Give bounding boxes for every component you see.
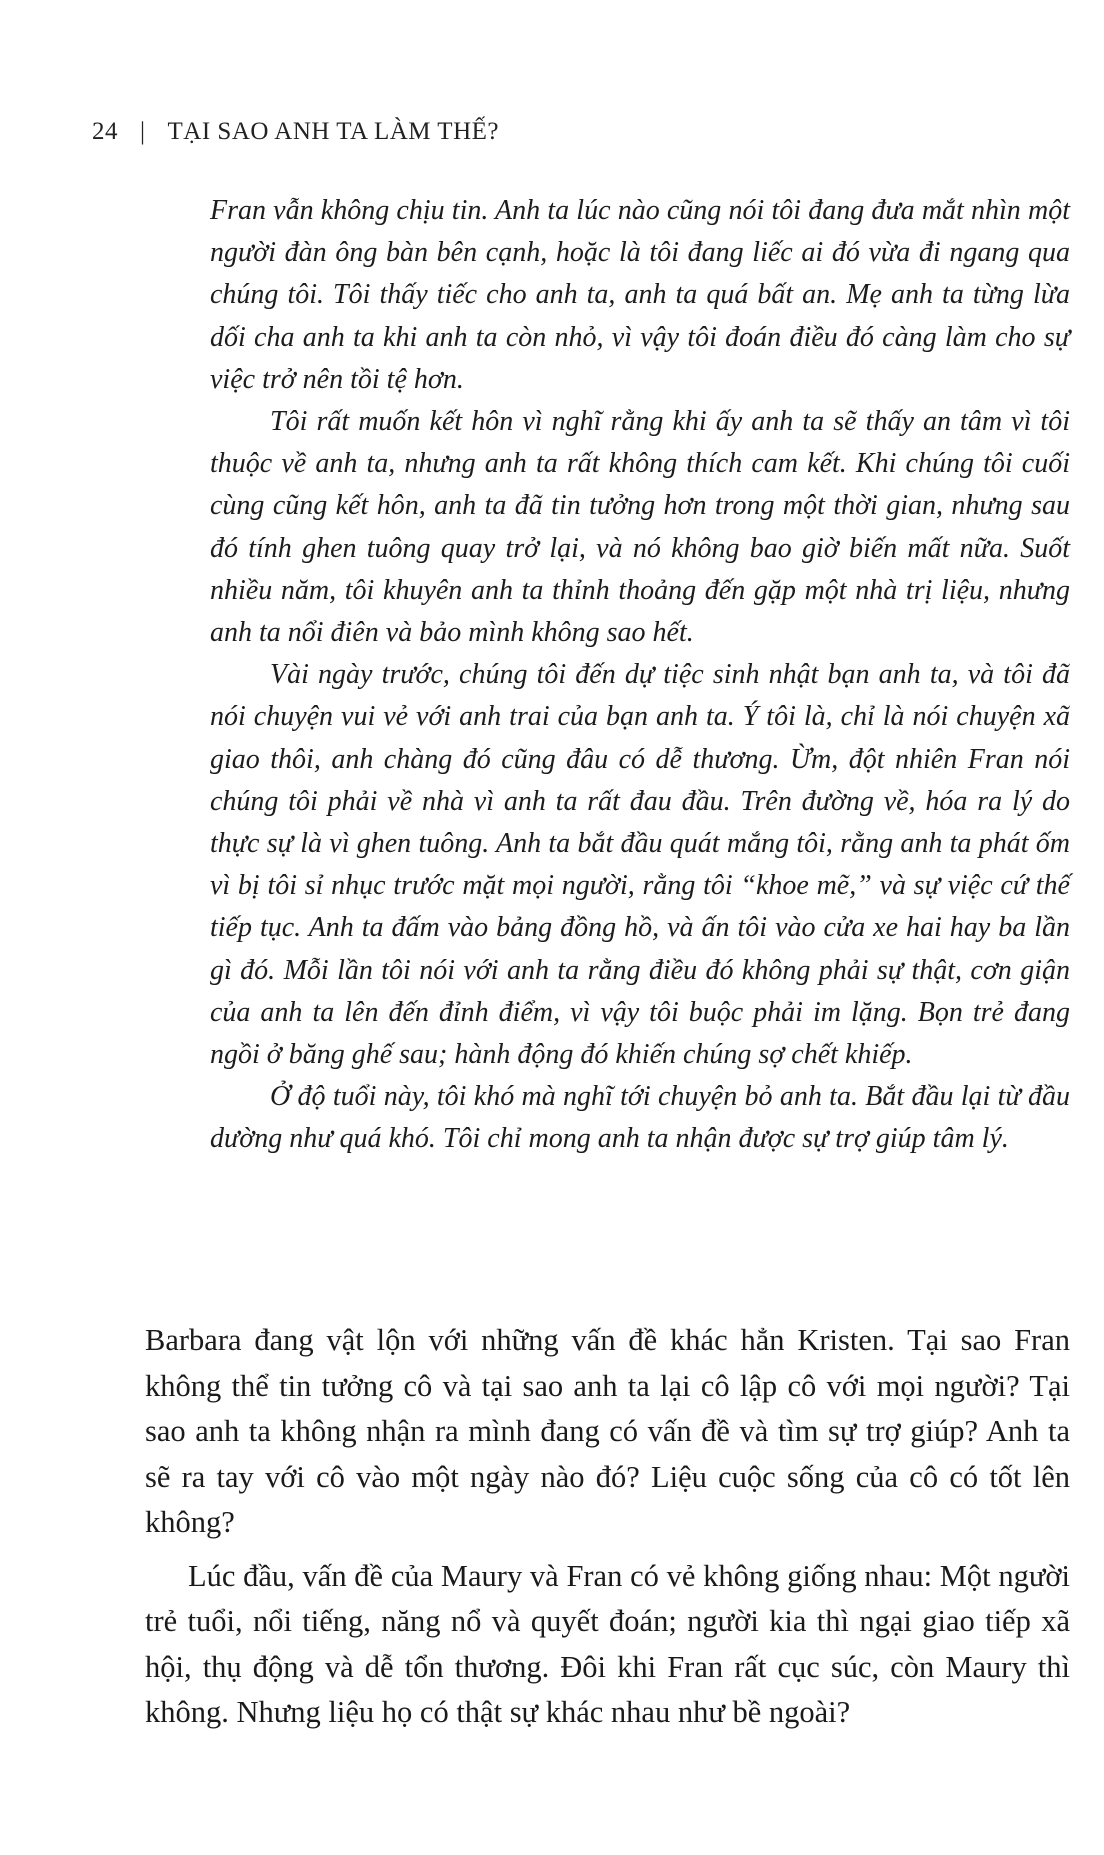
quoted-testimony bbox=[210, 190, 1070, 1161]
page-number: 24 bbox=[92, 118, 118, 145]
quote-paragraph: Vài ngày trước, chúng tôi đến dự tiệc sinh nhật bạn anh ta, và tôi đã nói chuyện vui vẻ với anh trai của bạn anh ta. Ý tôi là, chỉ là nói chuyện xã giao thôi, anh chàng đó cũng đâu có dễ thương. Ừm, đột nhiên Fran nói chúng tôi phải về nhà vì anh ta rất đau đầu. Trên đường về, hóa ra lý do thực sự là vì ghen tuông. Anh ta bắt đầu quát mắng tôi, rằng anh ta phát ốm vì bị tôi sỉ nhục trước mặt mọi người, rằng tôi “khoe mẽ,” và sự việc cứ thế tiếp tục. Anh ta đấm vào bảng đồng hồ, và ấn tôi vào cửa xe hai hay ba lần gì đó. Mỗi lần tôi nói với anh ta rằng điều đó không phải sự thật, cơn giận của anh ta lên đến đỉnh điểm, vì vậy tôi buộc phải im lặng. Bọn trẻ đang ngồi ở băng ghế sau; hành động đó khiến chúng sợ chết khiếp. bbox=[210, 659, 1070, 1071]
quote-paragraph: Tôi rất muốn kết hôn vì nghĩ rằng khi ấy anh ta sẽ thấy an tâm vì tôi thuộc về anh ta, nhưng anh ta rất không thích cam kết. Khi chúng tôi cuối cùng cũng kết hôn, anh ta đã tin tưởng hơn trong một thời gian, nhưng sau đó tính ghen tuông quay trở lại, và nó không bao giờ biến mất nữa. Suốt nhiều năm, tôi khuyên anh ta thỉnh thoảng đến gặp một nhà trị liệu, nhưng anh ta nổi điên và bảo mình không sao hết. bbox=[210, 406, 1070, 649]
running-header bbox=[92, 118, 499, 146]
body-paragraph: Barbara đang vật lộn với những vấn đề khác hẳn Kristen. Tại sao Fran không thể tin tưởng cô và tại sao anh ta lại cô lập cô với mọi người? Tại sao anh ta không nhận ra mình đang có vấn đề và tìm sự trợ giúp? Anh ta sẽ ra tay với cô vào một ngày nào đó? Liệu cuộc sống của cô có tốt lên không? bbox=[145, 1323, 1070, 1539]
body-text bbox=[145, 1318, 1070, 1736]
body-paragraph: Lúc đầu, vấn đề của Maury và Fran có vẻ không giống nhau: Một người trẻ tuổi, nổi tiếng, năng nổ và quyết đoán; người kia thì ngại giao tiếp xã hội, thụ động và dễ tổn thương. Đôi khi Fran rất cục súc, còn Maury thì không. Nhưng liệu họ có thật sự khác nhau như bề ngoài? bbox=[145, 1558, 1070, 1729]
quote-paragraph: Fran vẫn không chịu tin. Anh ta lúc nào cũng nói tôi đang đưa mắt nhìn một người đàn ông bàn bên cạnh, hoặc là tôi đang liếc ai đó vừa đi ngang qua chúng tôi. Tôi thấy tiếc cho anh ta, anh ta quá bất an. Mẹ anh ta từng lừa dối cha anh ta khi anh ta còn nhỏ, vì vậy tôi đoán điều đó càng làm cho sự việc trở nên tồi tệ hơn. bbox=[210, 195, 1070, 395]
quote-paragraph: Ở độ tuổi này, tôi khó mà nghĩ tới chuyện bỏ anh ta. Bắt đầu lại từ đầu dường như quá khó. Tôi chỉ mong anh ta nhận được sự trợ giúp tâm lý. bbox=[210, 1081, 1070, 1155]
book-title: TẠI SAO ANH TA LÀM THẾ? bbox=[167, 118, 499, 145]
header-separator: | bbox=[140, 118, 146, 145]
